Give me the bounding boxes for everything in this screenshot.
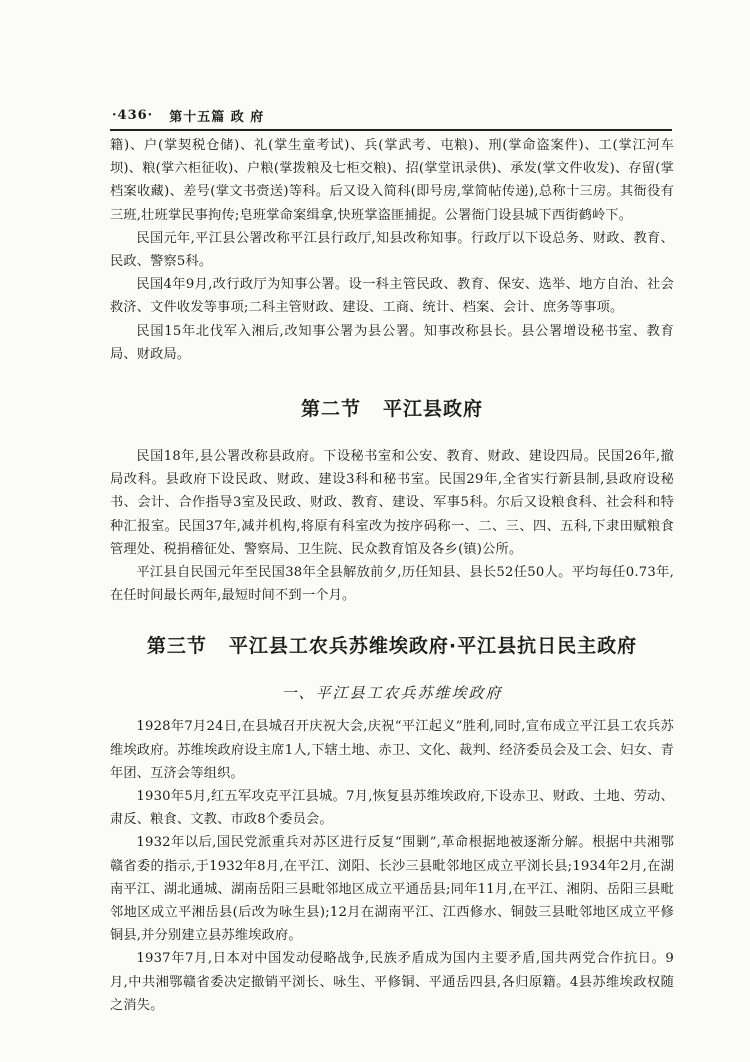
section-2-paragraph: 民国18年,县公署改称县政府。下设秘书室和公安、教育、财政、建设四局。民国26年,撤局改科。县政府下设民政、财政、建设3科和秘书室。民国29年,全省实行新县制,县政府设秘书、会计、合作指导3室及民政、财政、教育、建设、军事5科。尔后又设粮食科、社会科和特种汇报室。民国37年,减并机构,将原有科室改为按序码称一、二、三、四、五科,下隶田赋粮食管理处、税捐稽征处、警察局、卫生院、民众教育馆及各乡(镇)公所。 <box>110 449 674 557</box>
section-3-paragraph: 1937年7月,日本对中国发动侵略战争,民族矛盾成为国内主要矛盾,国共两党合作抗日。9月,中共湘鄂赣省委决定撤销平浏长、咏生、平修铜、平通岳四县,各归原籍。4县苏维埃政权随之消失。 <box>110 951 674 1013</box>
subsection-heading: 一、平江县工农兵苏维埃政府 <box>281 684 503 703</box>
section-2-heading <box>110 366 674 445</box>
section-3-paragraph: 1932年以后,国民党派重兵对苏区进行反复“围剿”,革命根据地被逐渐分解。根据中共湘鄂赣省委的指示,于1932年8月,在平江、浏阳、长沙三县毗邻地区成立平浏长县;1934年2月,在湖南平江、湖北通城、湖南岳阳三县毗邻地区成立平通岳县;同年11月,在平江、湘阴、岳阳三县毗邻地区成立平湘岳县(后改为咏生县);12月在湖南平江、江西修水、铜鼓三县毗邻地区成立平修铜县,并分别建立县苏维埃政府。 <box>110 835 674 944</box>
section-3-title: 平江县工农兵苏维埃政府·平江县抗日民主政府 <box>228 635 638 658</box>
section-3-paragraph: 1928年7月24日,在县城召开庆祝大会,庆祝“平江起义”胜利,同时,宣布成立平江县工农兵苏维埃政府。苏维埃政府设主席1人,下辖土地、赤卫、文化、裁判、经济委员会及工会、妇女、青年团、互济会等组织。 <box>110 719 674 781</box>
section-2-title: 平江县政府 <box>383 398 484 421</box>
intro-paragraph: 民国元年,平江县公署改称平江县行政厅,知县改称知事。行政厅以下设总务、财政、教育、民政、警察5科。 <box>110 230 674 270</box>
intro-paragraph: 民国4年9月,改行政厅为知事公署。设一科主管民政、教育、保安、选举、地方自治、社会救济、文件收发等事项;二科主管财政、建设、工商、统计、档案、会计、庶务等事项。 <box>110 277 674 316</box>
running-header <box>112 104 672 126</box>
section-3-heading <box>110 607 674 682</box>
section-2-paragraph: 平江县自民国元年至民国38年全县解放前夕,历任知县、县长52任50人。平均每任0.73年,在任时间最长两年,最短时间不到一个月。 <box>110 565 674 604</box>
chapter-title: 第十五篇 政 府 <box>169 109 265 125</box>
section-3-number: 第三节 <box>146 635 207 658</box>
intro-paragraph: 民国15年北伐军入湘后,改知事公署为县公署。知事改称县长。县公署增设秘书室、教育局、财政局。 <box>110 323 674 362</box>
header-rule <box>110 129 672 131</box>
section-2-number: 第二节 <box>300 398 361 421</box>
page-number: ·436· <box>112 107 154 123</box>
page-body <box>110 134 674 1017</box>
section-3-paragraph: 1930年5月,红五军攻克平江县城。7月,恢复县苏维埃政府,下设赤卫、财政、土地、劳动、肃反、粮食、文教、市政8个委员会。 <box>110 789 674 828</box>
intro-paragraph: 籍)、户(掌契税仓储)、礼(掌生童考试)、兵(掌武考、屯粮)、刑(掌命盗案件)、工(掌江河车坝)、粮(掌六柜征收)、户粮(掌拨粮及七柜交粮)、招(掌堂讯录供)、承发(掌文件收发)、存留(掌档案收藏)、差号(掌文书赍送)等科。后又设入简科(即号房,掌简帖传递),总称十三房。其衙役有三班,壮班掌民事拘传;皂班掌命案缉拿,快班掌盗匪捕捉。公署衙门设县城下西街鹤岭下。 <box>110 138 674 223</box>
